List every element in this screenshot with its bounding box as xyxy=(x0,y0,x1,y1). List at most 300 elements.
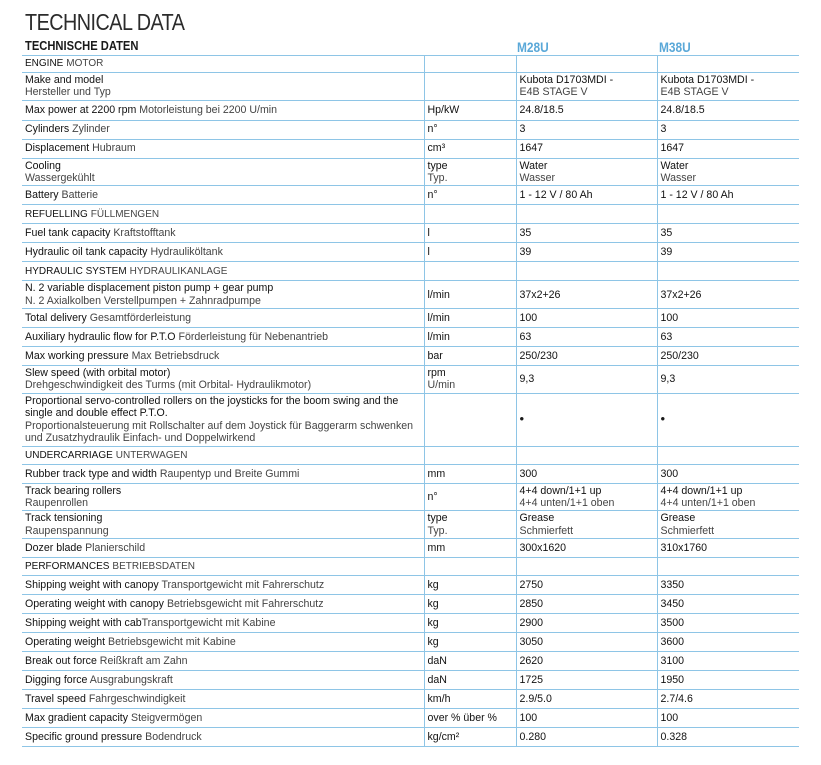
page-title: TECHNICAL DATA xyxy=(25,9,185,35)
value-m38u-text: 1950 xyxy=(660,673,685,686)
spec-label-de: Betriebsgewicht mit Fahrerschutz xyxy=(166,597,324,610)
unit-line: Typ. xyxy=(427,171,448,184)
spec-label-cell xyxy=(22,727,424,746)
value-m28u-text: 1 - 12 V / 80 Ah xyxy=(519,189,593,202)
value-cell-m28u xyxy=(516,727,657,746)
value-cell-m28u xyxy=(516,393,657,446)
spec-label-de: Raupentyp und Breite Gummi xyxy=(159,467,300,480)
spec-label-de: Hydrauliköltank xyxy=(150,246,223,259)
unit-line: U/min xyxy=(427,379,456,392)
value-cell-m38u xyxy=(657,670,799,689)
value-m38u-text: 0.328 xyxy=(660,730,688,743)
section-title-de: BETRIEBSDATEN xyxy=(112,560,196,572)
value-m28u-text: 2.9/5.0 xyxy=(519,692,552,705)
spec-row xyxy=(22,464,799,483)
spec-row xyxy=(22,366,799,394)
spec-label-cell xyxy=(22,347,424,366)
value-cell-m38u xyxy=(657,632,799,651)
spec-label-en: Travel speed xyxy=(25,692,86,705)
spec-label-de: Gesamtförderleistung xyxy=(89,312,192,325)
value-m28u-line: Wasser xyxy=(519,171,556,184)
spec-label-cell xyxy=(22,613,424,632)
value-m28u-text: 3 xyxy=(519,123,526,136)
model-header-m28u: M28U xyxy=(517,39,549,55)
unit-cell xyxy=(424,464,516,483)
spec-row xyxy=(22,613,799,632)
section-title-en: UNDERCARRIAGE xyxy=(25,449,113,461)
value-m28u-text: 3050 xyxy=(519,635,544,648)
section-title-de: UNTERWAGEN xyxy=(115,449,188,461)
value-cell-m28u xyxy=(516,328,657,347)
spec-label-en: Shipping weight with canopy xyxy=(25,578,159,591)
unit-cell xyxy=(424,594,516,613)
spec-label-cell xyxy=(22,328,424,347)
value-cell-m28u xyxy=(516,632,657,651)
value-m38u-text: 3500 xyxy=(660,616,685,629)
section-title-de: HYDRAULIKANLAGE xyxy=(129,265,228,277)
value-cell-m28u xyxy=(516,224,657,243)
value-m28u-text: 35 xyxy=(519,227,532,240)
spec-label-cell xyxy=(22,538,424,557)
spec-label-en: Dozer blade xyxy=(25,541,83,554)
value-m28u-text: 37x2+26 xyxy=(519,288,561,301)
value-m28u-text: 1647 xyxy=(519,142,544,155)
value-m28u-text: 1725 xyxy=(519,673,544,686)
bullet-mark: • xyxy=(519,411,525,427)
value-m28u-text: 9,3 xyxy=(519,373,535,386)
value-m28u-text: 24.8/18.5 xyxy=(519,103,564,116)
value-cell-m38u xyxy=(657,158,799,186)
spec-label-de: Ausgrabungskraft xyxy=(89,673,173,686)
spec-label-cell xyxy=(22,464,424,483)
value-m28u-text: 2900 xyxy=(519,616,544,629)
section-header-row xyxy=(22,446,799,464)
spec-label-de: Planierschild xyxy=(85,541,146,554)
spec-label-cell xyxy=(22,366,424,394)
unit-cell xyxy=(424,100,516,120)
value-m38u-text: 3100 xyxy=(660,654,685,667)
value-cell-m38u xyxy=(657,309,799,328)
unit-line: rpm xyxy=(427,367,446,380)
unit-cell xyxy=(424,281,516,309)
spec-label-en: Displacement xyxy=(25,142,90,155)
value-cell-m38u xyxy=(657,243,799,262)
value-m38u-line: Grease xyxy=(660,512,696,525)
section-title-de: MOTOR xyxy=(66,58,104,70)
spec-row xyxy=(22,708,799,727)
unit-cell xyxy=(424,158,516,186)
unit-text: over % über % xyxy=(427,711,497,724)
value-m38u-text: 24.8/18.5 xyxy=(660,103,705,116)
spec-row xyxy=(22,689,799,708)
spec-label-de: N. 2 Axialkolben Verstellpumpen + Zahnradpumpe xyxy=(25,294,261,307)
empty-cell xyxy=(424,557,516,575)
empty-cell xyxy=(424,262,516,281)
spec-row xyxy=(22,393,799,446)
empty-cell xyxy=(657,205,799,224)
spec-row xyxy=(22,186,799,205)
unit-text: kg xyxy=(427,578,439,591)
spec-row xyxy=(22,243,799,262)
unit-text: l xyxy=(427,246,430,259)
empty-cell xyxy=(657,557,799,575)
value-cell-m28u xyxy=(516,670,657,689)
value-m38u-line: Water xyxy=(660,159,689,172)
empty-cell xyxy=(424,56,516,73)
section-label-cell xyxy=(22,446,424,464)
value-cell-m38u xyxy=(657,727,799,746)
unit-cell xyxy=(424,139,516,158)
value-m38u-text: 1 - 12 V / 80 Ah xyxy=(660,189,734,202)
spec-label-cell xyxy=(22,632,424,651)
spec-label-de: Raupenspannung xyxy=(25,524,109,537)
value-m38u-text: 310x1760 xyxy=(660,541,708,554)
spec-row xyxy=(22,100,799,120)
spec-label-en: Specific ground pressure xyxy=(25,730,143,743)
value-m28u-text: 2620 xyxy=(519,654,544,667)
unit-cell xyxy=(424,224,516,243)
value-cell-m28u xyxy=(516,139,657,158)
unit-cell xyxy=(424,73,516,101)
spec-label-cell xyxy=(22,281,424,309)
spec-label-de: Kraftstofftank xyxy=(113,227,176,240)
value-cell-m28u xyxy=(516,243,657,262)
unit-line: type xyxy=(427,512,448,525)
spec-label-en: Fuel tank capacity xyxy=(25,227,111,240)
value-m28u-text: 300 xyxy=(519,467,538,480)
spec-label-de: Wassergekühlt xyxy=(25,171,95,184)
spec-row xyxy=(22,727,799,746)
value-cell-m38u xyxy=(657,224,799,243)
spec-label-en: Slew speed (with orbital motor) xyxy=(25,367,171,380)
value-cell-m38u xyxy=(657,464,799,483)
section-header-row xyxy=(22,557,799,575)
spec-label-en: Operating weight xyxy=(25,635,106,648)
spec-label-en: Rubber track type and width xyxy=(25,467,157,480)
value-m38u-text: 3600 xyxy=(660,635,685,648)
spec-label-cell xyxy=(22,670,424,689)
value-cell-m28u xyxy=(516,120,657,139)
spec-row xyxy=(22,632,799,651)
unit-text: km/h xyxy=(427,692,451,705)
empty-cell xyxy=(657,56,799,73)
value-cell-m38u xyxy=(657,366,799,394)
value-m28u-text: 300x1620 xyxy=(519,541,567,554)
unit-line: Typ. xyxy=(427,524,448,537)
spec-label-de: Zylinder xyxy=(72,123,110,136)
empty-cell xyxy=(424,446,516,464)
unit-text: kg xyxy=(427,635,439,648)
value-m38u-text: 9,3 xyxy=(660,373,676,386)
bullet-mark: • xyxy=(660,411,666,427)
spec-label-de: Raupenrollen xyxy=(25,497,89,510)
value-cell-m38u xyxy=(657,708,799,727)
section-header-row xyxy=(22,56,799,73)
spec-label-en: Total delivery xyxy=(25,312,87,325)
value-m28u-line: 4+4 unten/1+1 oben xyxy=(519,497,615,510)
spec-label-en: Max gradient capacity xyxy=(25,711,129,724)
unit-cell xyxy=(424,651,516,670)
value-m28u-text: 100 xyxy=(519,312,538,325)
value-m28u-text: 0.280 xyxy=(519,730,547,743)
value-m38u-line: Schmierfett xyxy=(660,524,715,537)
value-m38u-line: 4+4 unten/1+1 oben xyxy=(660,497,756,510)
empty-cell xyxy=(657,262,799,281)
unit-text: l/min xyxy=(427,312,450,325)
section-title-en: HYDRAULIC SYSTEM xyxy=(25,265,127,277)
value-m38u-text: 1647 xyxy=(660,142,685,155)
spec-label-de: Hersteller und Typ xyxy=(25,86,111,99)
unit-text: n° xyxy=(427,123,438,136)
section-title-en: ENGINE xyxy=(25,58,64,70)
value-m38u-line: Wasser xyxy=(660,171,697,184)
spec-label-cell xyxy=(22,186,424,205)
value-cell-m28u xyxy=(516,594,657,613)
spec-label-de: Bodendruck xyxy=(145,730,202,743)
spec-label-cell xyxy=(22,224,424,243)
empty-cell xyxy=(424,205,516,224)
spec-row xyxy=(22,158,799,186)
value-cell-m28u xyxy=(516,281,657,309)
value-cell-m38u xyxy=(657,281,799,309)
section-header-row xyxy=(22,262,799,281)
spec-label-de: Reißkraft am Zahn xyxy=(99,654,188,667)
value-cell-m38u xyxy=(657,575,799,594)
spec-label-de: Drehgeschwindigkeit des Turms (mit Orbital- Hydraulikmotor) xyxy=(25,379,312,392)
value-cell-m28u xyxy=(516,689,657,708)
spec-label-cell xyxy=(22,483,424,511)
value-cell-m38u xyxy=(657,613,799,632)
spec-row xyxy=(22,651,799,670)
spec-label-en: Hydraulic oil tank capacity xyxy=(25,246,148,259)
value-m38u-line: Kubota D1703MDI - xyxy=(660,74,755,86)
spec-label-en: N. 2 variable displacement piston pump + gear pump xyxy=(25,282,274,295)
value-m28u-text: 2850 xyxy=(519,597,544,610)
value-cell-m28u xyxy=(516,538,657,557)
spec-row xyxy=(22,670,799,689)
value-m38u-text: 39 xyxy=(660,246,673,259)
spec-label-de: Hubraum xyxy=(92,142,136,155)
spec-row xyxy=(22,309,799,328)
empty-cell xyxy=(516,557,657,575)
value-m38u-text: 3450 xyxy=(660,597,685,610)
unit-cell xyxy=(424,309,516,328)
value-m38u-text: 300 xyxy=(660,467,679,480)
spec-label-en: Cooling xyxy=(25,159,61,172)
value-m38u-text: 3350 xyxy=(660,578,685,591)
value-cell-m38u xyxy=(657,100,799,120)
page-subtitle: TECHNISCHE DATEN xyxy=(25,38,139,53)
spec-row xyxy=(22,224,799,243)
spec-label-de: Fahrgeschwindigkeit xyxy=(88,692,186,705)
spec-label-en: Break out force xyxy=(25,654,97,667)
spec-label-de: Batterie xyxy=(61,189,99,202)
empty-cell xyxy=(516,262,657,281)
spec-label-cell xyxy=(22,243,424,262)
value-cell-m28u xyxy=(516,651,657,670)
unit-text: mm xyxy=(427,541,446,554)
value-cell-m28u xyxy=(516,186,657,205)
spec-row xyxy=(22,73,799,101)
unit-cell xyxy=(424,243,516,262)
model-header-m38u: M38U xyxy=(659,39,691,55)
value-m38u-line: 4+4 down/1+1 up xyxy=(660,484,743,497)
spec-row xyxy=(22,538,799,557)
value-cell-m28u xyxy=(516,73,657,101)
unit-text: l/min xyxy=(427,288,450,301)
unit-text: mm xyxy=(427,467,446,480)
spec-label-en: Max power at 2200 rpm xyxy=(25,103,137,116)
unit-cell xyxy=(424,511,516,539)
spec-label-cell xyxy=(22,575,424,594)
unit-text: kg xyxy=(427,616,439,629)
value-m38u-text: 37x2+26 xyxy=(660,288,702,301)
spec-label-en: Battery xyxy=(25,189,59,202)
value-m28u-line: 4+4 down/1+1 up xyxy=(519,484,602,497)
unit-cell xyxy=(424,708,516,727)
spec-label-cell xyxy=(22,73,424,101)
spec-row xyxy=(22,575,799,594)
unit-cell xyxy=(424,727,516,746)
value-m38u-text: 100 xyxy=(660,711,679,724)
unit-text: l xyxy=(427,227,430,240)
spec-label-en: Auxiliary hydraulic flow for P.T.O xyxy=(25,331,176,344)
value-m38u-text: 2.7/4.6 xyxy=(660,692,693,705)
value-m38u-line: E4B STAGE V xyxy=(660,86,729,99)
unit-text: daN xyxy=(427,673,447,686)
spec-label-de: Proportionalsteuerung mit Rollschalter auf dem Joystick für Baggerarm schwenken und Zusatzhydraulik Einfach- und Doppelwirkend xyxy=(25,419,414,445)
spec-label-cell xyxy=(22,158,424,186)
spec-label-en: Operating weight with canopy xyxy=(25,597,164,610)
section-label-cell xyxy=(22,262,424,281)
spec-label-cell xyxy=(22,651,424,670)
value-m28u-line: E4B STAGE V xyxy=(519,86,588,99)
spec-row xyxy=(22,594,799,613)
unit-text: kg xyxy=(427,597,439,610)
value-cell-m28u xyxy=(516,309,657,328)
spec-label-en: Cylinders xyxy=(25,123,70,136)
value-cell-m38u xyxy=(657,483,799,511)
value-cell-m38u xyxy=(657,347,799,366)
spec-label-en: Digging force xyxy=(25,673,88,686)
spec-table xyxy=(22,55,799,747)
value-m28u-line: Grease xyxy=(519,512,555,525)
spec-row xyxy=(22,281,799,309)
value-cell-m38u xyxy=(657,73,799,101)
unit-line: type xyxy=(427,159,448,172)
spec-label-en: Track tensioning xyxy=(25,512,103,525)
value-cell-m38u xyxy=(657,651,799,670)
value-cell-m28u xyxy=(516,708,657,727)
section-header-row xyxy=(22,205,799,224)
unit-cell xyxy=(424,613,516,632)
spec-label-de: Max Betriebsdruck xyxy=(131,350,220,363)
value-m28u-text: 100 xyxy=(519,711,538,724)
unit-text: n° xyxy=(427,490,438,503)
spec-row xyxy=(22,328,799,347)
spec-label-en: Shipping weight with cab xyxy=(25,616,142,629)
value-cell-m38u xyxy=(657,393,799,446)
value-cell-m28u xyxy=(516,100,657,120)
spec-label-cell xyxy=(22,309,424,328)
value-m38u-text: 3 xyxy=(660,123,667,136)
value-m38u-text: 250/230 xyxy=(660,350,699,363)
value-m28u-text: 2750 xyxy=(519,578,544,591)
spec-label-cell xyxy=(22,594,424,613)
spec-label-de: Förderleistung für Nebenantrieb xyxy=(178,331,329,344)
section-title-en: REFUELLING xyxy=(25,208,88,220)
value-m38u-text: 35 xyxy=(660,227,673,240)
value-m28u-line: Schmierfett xyxy=(519,524,574,537)
unit-text: kg/cm² xyxy=(427,730,460,743)
unit-cell xyxy=(424,632,516,651)
spec-label-en: Track bearing rollers xyxy=(25,484,122,497)
unit-cell xyxy=(424,670,516,689)
spec-label-de: Motorleistung bei 2200 U/min xyxy=(139,103,278,116)
value-cell-m28u xyxy=(516,158,657,186)
spec-label-en: Make and model xyxy=(25,74,104,86)
spec-label-cell xyxy=(22,511,424,539)
value-cell-m38u xyxy=(657,120,799,139)
value-m28u-text: 250/230 xyxy=(519,350,558,363)
unit-cell xyxy=(424,120,516,139)
value-cell-m38u xyxy=(657,511,799,539)
value-m28u-line: Water xyxy=(519,159,548,172)
unit-cell xyxy=(424,186,516,205)
unit-text: cm³ xyxy=(427,142,446,155)
spec-row xyxy=(22,483,799,511)
section-label-cell xyxy=(22,557,424,575)
spec-label-de: Transportgewicht mit Kabine xyxy=(141,616,276,629)
value-cell-m28u xyxy=(516,464,657,483)
spec-label-en: Max working pressure xyxy=(25,350,129,363)
value-cell-m28u xyxy=(516,483,657,511)
unit-cell xyxy=(424,483,516,511)
unit-text: l/min xyxy=(427,331,450,344)
unit-text: bar xyxy=(427,350,443,363)
spec-label-de: Betriebsgewicht mit Kabine xyxy=(108,635,236,648)
spec-label-cell xyxy=(22,100,424,120)
value-cell-m38u xyxy=(657,139,799,158)
value-cell-m28u xyxy=(516,511,657,539)
unit-cell xyxy=(424,538,516,557)
empty-cell xyxy=(516,446,657,464)
value-cell-m28u xyxy=(516,613,657,632)
value-cell-m38u xyxy=(657,594,799,613)
value-cell-m28u xyxy=(516,575,657,594)
spec-row xyxy=(22,139,799,158)
spec-label-cell xyxy=(22,139,424,158)
section-label-cell xyxy=(22,56,424,73)
unit-cell xyxy=(424,347,516,366)
unit-text: n° xyxy=(427,189,438,202)
unit-text: daN xyxy=(427,654,447,667)
value-cell-m38u xyxy=(657,328,799,347)
value-cell-m38u xyxy=(657,689,799,708)
section-label-cell xyxy=(22,205,424,224)
spec-row xyxy=(22,120,799,139)
empty-cell xyxy=(516,56,657,73)
spec-label-cell xyxy=(22,120,424,139)
unit-text: Hp/kW xyxy=(427,103,460,116)
unit-cell xyxy=(424,366,516,394)
spec-label-cell xyxy=(22,393,424,446)
unit-cell xyxy=(424,575,516,594)
unit-cell xyxy=(424,393,516,446)
empty-cell xyxy=(516,205,657,224)
value-m28u-text: 63 xyxy=(519,331,532,344)
section-title-en: PERFORMANCES xyxy=(25,560,110,572)
